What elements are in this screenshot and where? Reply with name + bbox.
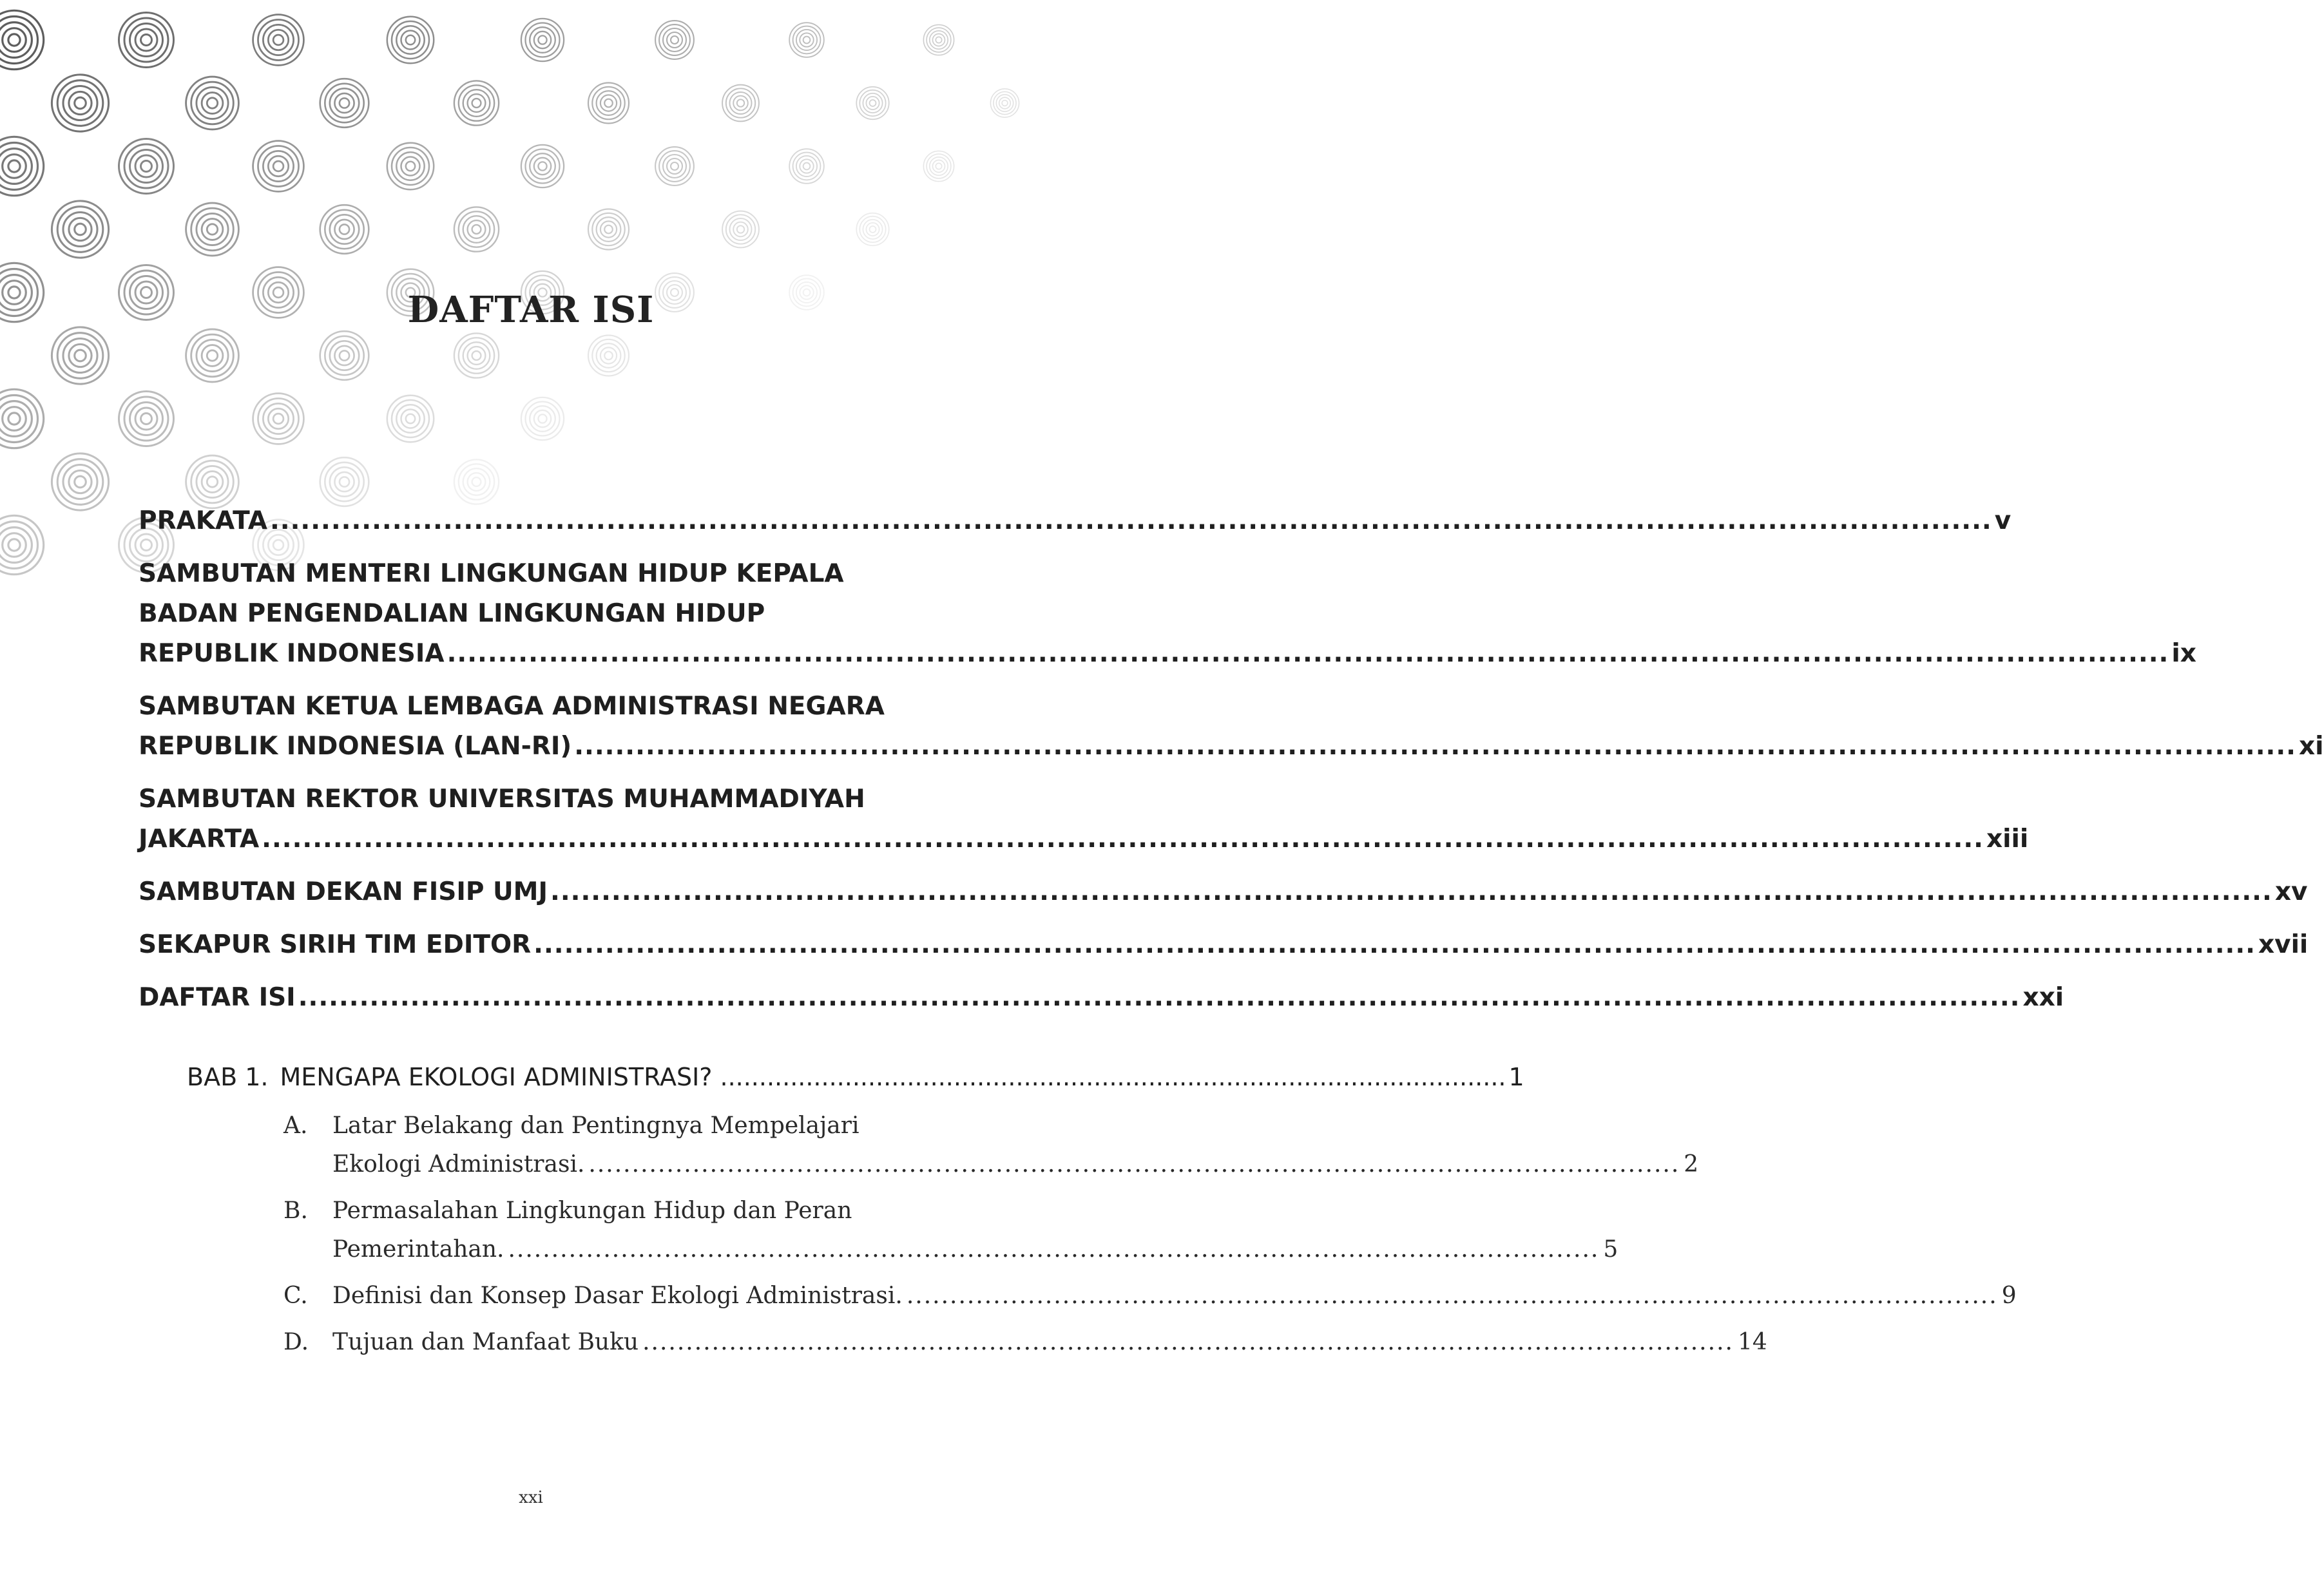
concentric-circle [119, 139, 174, 194]
concentric-circle [119, 392, 174, 446]
concentric-circle [387, 396, 434, 442]
concentric-circle [52, 75, 108, 131]
sub-entry-page-number: 5 [1603, 1236, 1618, 1263]
concentric-circle [320, 331, 369, 380]
concentric-circle [52, 327, 108, 384]
toc-entry[interactable] [139, 779, 2029, 859]
concentric-circle [454, 459, 499, 504]
sub-entry-title: Permasalahan Lingkungan Hidup dan Peran [332, 1198, 852, 1224]
toc-sub-entry[interactable] [283, 1323, 1767, 1362]
concentric-circle [990, 89, 1019, 117]
toc-page-number: xv [2274, 877, 2308, 906]
concentric-circle [588, 336, 629, 376]
concentric-circle [253, 141, 304, 192]
concentric-circle [856, 213, 888, 245]
dot-leader [574, 727, 2296, 767]
concentric-circle [387, 17, 434, 63]
concentric-circle [186, 455, 239, 508]
concentric-circle [0, 137, 44, 195]
toc-sub-entry[interactable] [283, 1277, 2017, 1315]
sub-entry-title: Definisi dan Konsep Dasar Ekologi Administrasi. [332, 1283, 903, 1309]
dot-leader [533, 925, 2256, 965]
concentric-circle [454, 81, 499, 125]
toc-entry-title: DAFTAR ISI [139, 983, 296, 1012]
concentric-circle [119, 13, 174, 68]
toc-entry-title: JAKARTA [139, 825, 260, 854]
toc-entry-title: SAMBUTAN DEKAN FISIP UMJ [139, 877, 548, 906]
sub-entry-page-number: 9 [2001, 1283, 2017, 1309]
sub-entry-letter: A. [283, 1112, 308, 1139]
dot-leader [907, 1277, 1998, 1315]
concentric-circle [0, 389, 44, 448]
concentric-circle [722, 211, 759, 248]
concentric-circle [320, 79, 369, 128]
toc-entry-title: SAMBUTAN MENTERI LINGKUNGAN HIDUP KEPALA [139, 559, 844, 588]
toc-sub-entry[interactable] [283, 1192, 1618, 1269]
sub-entry-letter: C. [283, 1283, 308, 1309]
concentric-circle [856, 87, 888, 119]
toc-entry[interactable] [139, 925, 2309, 965]
toc-page-number: xvii [2258, 930, 2309, 959]
toc-entry[interactable] [139, 687, 2324, 767]
toc-entry[interactable] [139, 501, 2012, 541]
toc-entry-title: PRAKATA [139, 506, 267, 535]
chapter-title: MENGAPA EKOLOGI ADMINISTRASI? [280, 1063, 713, 1091]
toc-entry-title: BADAN PENGENDALIAN LINGKUNGAN HIDUP [139, 599, 765, 628]
concentric-circle [52, 453, 108, 510]
concentric-circle [253, 394, 304, 444]
dot-leader [642, 1323, 1734, 1362]
sub-entry-page-number: 14 [1737, 1329, 1767, 1355]
concentric-circle [588, 83, 629, 124]
concentric-circle [789, 149, 824, 184]
concentric-circle [387, 143, 434, 189]
concentric-circle [521, 145, 564, 187]
concentric-circle [186, 203, 239, 256]
toc-entry-title: SAMBUTAN REKTOR UNIVERSITAS MUHAMMADIYAH [139, 785, 865, 814]
toc-entry-title: SEKAPUR SIRIH TIM EDITOR [139, 930, 532, 959]
page-title: DAFTAR ISI [407, 289, 655, 331]
concentric-circle [521, 19, 564, 61]
concentric-circle [454, 333, 499, 377]
dot-leader [588, 1145, 1680, 1184]
concentric-circle [588, 209, 629, 250]
dot-leader [508, 1230, 1599, 1269]
toc-page-number: xi [2299, 732, 2324, 761]
concentric-circle [186, 77, 239, 129]
concentric-circle [722, 85, 759, 122]
chapter-number: BAB 1. [187, 1063, 269, 1091]
toc-sub-entry[interactable] [283, 1107, 1699, 1184]
toc-page-number: ix [2171, 639, 2196, 668]
dot-leader [447, 634, 2169, 674]
toc-entry-title: REPUBLIK INDONESIA (LAN-RI) [139, 732, 572, 761]
toc-entry-title: SAMBUTAN KETUA LEMBAGA ADMINISTRASI NEGARA [139, 692, 885, 721]
concentric-circle [186, 329, 239, 382]
dot-leader [298, 978, 2021, 1018]
toc-entry-title: REPUBLIK INDONESIA [139, 639, 445, 668]
concentric-circle [521, 397, 564, 440]
concentric-circle [320, 457, 369, 506]
sub-entry-letter: D. [283, 1329, 309, 1355]
dot-leader [262, 819, 1984, 859]
sub-entry-title: Ekologi Administrasi. [332, 1151, 585, 1178]
sub-entry-title: Latar Belakang dan Pentingnya Mempelajari [332, 1112, 859, 1139]
concentric-circle [52, 201, 108, 258]
sub-entry-title: Tujuan dan Manfaat Buku [332, 1329, 639, 1355]
concentric-circle [0, 10, 44, 69]
toc-chapter-entry[interactable] [187, 1063, 1524, 1091]
toc-entry[interactable] [139, 872, 2308, 912]
sub-entry-letter: B. [283, 1198, 308, 1224]
concentric-circle [0, 515, 44, 574]
toc-entry[interactable] [139, 554, 2196, 674]
dot-leader [550, 872, 2272, 912]
chapter-page-number: 1 [1508, 1063, 1524, 1091]
toc-entry[interactable] [139, 978, 2064, 1018]
concentric-circle [454, 207, 499, 251]
concentric-circle [320, 205, 369, 254]
sub-entry-page-number: 2 [1684, 1151, 1699, 1178]
sub-entry-title: Pemerintahan. [332, 1236, 504, 1263]
concentric-circle [923, 24, 954, 55]
toc-page-number: xiii [1986, 825, 2029, 854]
toc-page-number: xxi [2022, 983, 2064, 1012]
concentric-circle [253, 15, 304, 66]
dot-leader [270, 501, 1992, 541]
dot-leader [720, 1063, 1506, 1091]
toc-front-matter [139, 501, 2324, 1031]
concentric-circle [655, 147, 694, 186]
toc-page-number: v [1994, 506, 2012, 535]
concentric-circle [923, 151, 954, 181]
toc-sub-entries [283, 1107, 2017, 1370]
concentric-circle [655, 21, 694, 59]
page-folio: xxi [519, 1488, 543, 1507]
concentric-circle [789, 23, 824, 57]
